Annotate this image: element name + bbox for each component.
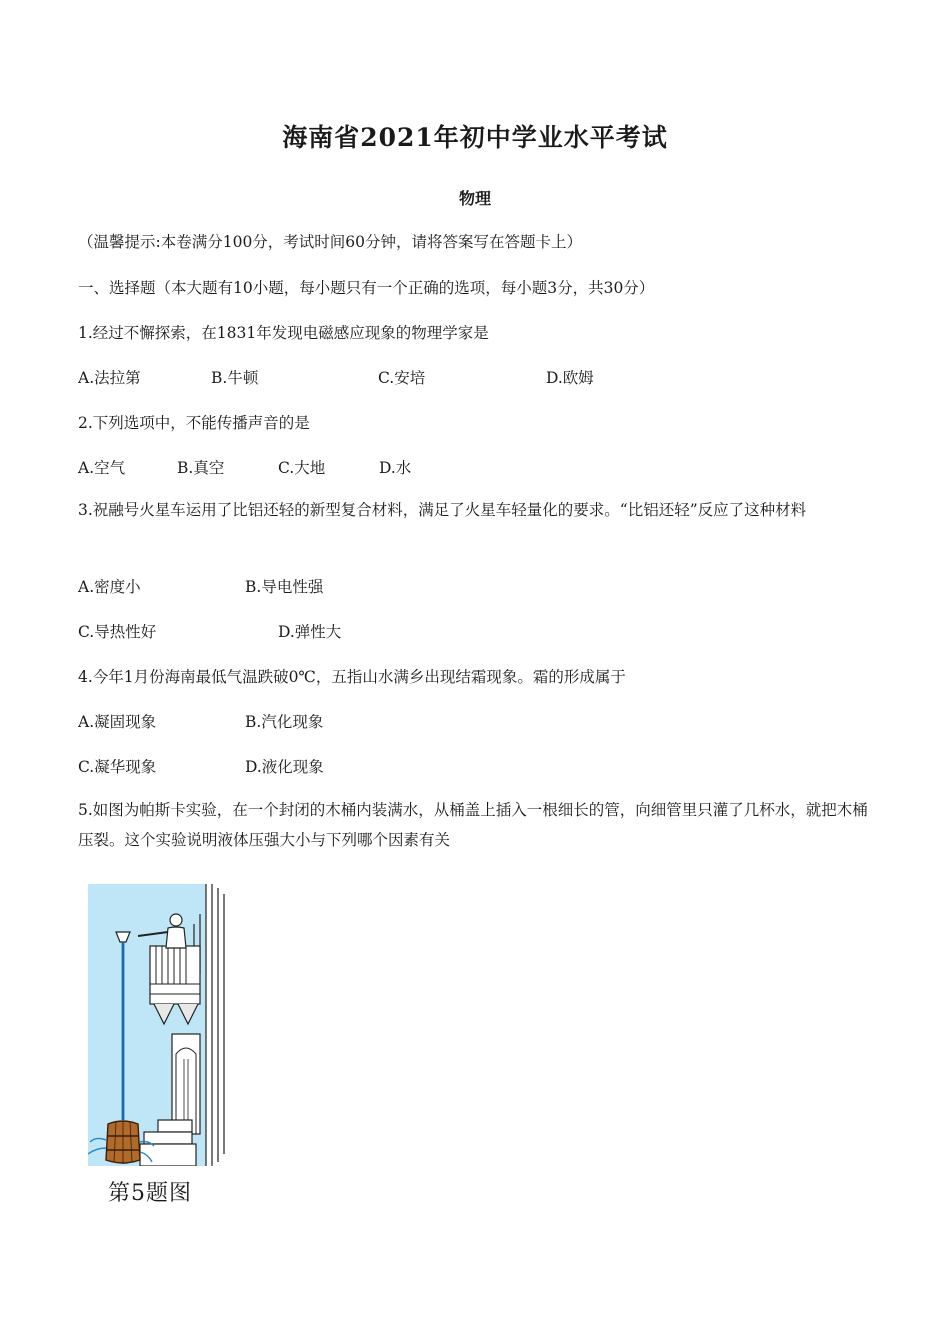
- question-3-option-a: A.密度小: [78, 578, 141, 596]
- section-heading: 一、选择题（本大题有10小题，每小题只有一个正确的选项，每小题3分，共30分）: [78, 279, 655, 297]
- pascal-barrel-figure: [88, 884, 230, 1166]
- question-3-option-d: D.弹性大: [278, 623, 342, 641]
- question-3-option-c: C.导热性好: [78, 623, 157, 641]
- question-4-option-d: D.液化现象: [245, 758, 324, 776]
- question-1-option-b: B.牛顿: [211, 369, 259, 387]
- question-2-option-a: A.空气: [78, 459, 126, 477]
- question-2-stem: 2.下列选项中，不能传播声音的是: [78, 414, 310, 432]
- question-1-option-c: C.安培: [378, 369, 426, 387]
- page-title: 海南省2021年初中学业水平考试: [282, 123, 668, 152]
- question-5-stem: 5.如图为帕斯卡实验，在一个封闭的木桶内装满水，从桶盖上插入一根细长的管，向细管里只灌了几杯水，就把木桶压裂。这个实验说明液体压强大小与下列哪个因素有关: [78, 801, 868, 849]
- question-2-option-d: D.水: [379, 459, 412, 477]
- question-4-option-a: A.凝固现象: [78, 713, 157, 731]
- subject-heading: 物理: [458, 189, 491, 208]
- question-4-option-b: B.汽化现象: [245, 713, 324, 731]
- question-2-option-b: B.真空: [177, 459, 225, 477]
- question-1-option-d: D.欧姆: [546, 369, 594, 387]
- question-3-option-b: B.导电性强: [245, 578, 324, 596]
- question-2-option-c: C.大地: [278, 459, 326, 477]
- question-4-stem: 4.今年1月份海南最低气温跌破0℃，五指山水满乡出现结霜现象。霜的形成属于: [78, 668, 626, 686]
- question-4-option-c: C.凝华现象: [78, 758, 157, 776]
- notice-text: （温馨提示:本卷满分100分，考试时间60分钟，请将答案写在答题卡上）: [78, 233, 583, 251]
- figure-caption: 第5题图: [108, 1181, 192, 1206]
- question-3-stem: 3.祝融号火星车运用了比铝还轻的新型复合材料，满足了火星车轻量化的要求。“比铝还轻”反应了这种材料: [78, 501, 807, 519]
- question-1-stem: 1.经过不懈探索，在1831年发现电磁感应现象的物理学家是: [78, 324, 489, 342]
- question-1-option-a: A.法拉第: [78, 369, 141, 387]
